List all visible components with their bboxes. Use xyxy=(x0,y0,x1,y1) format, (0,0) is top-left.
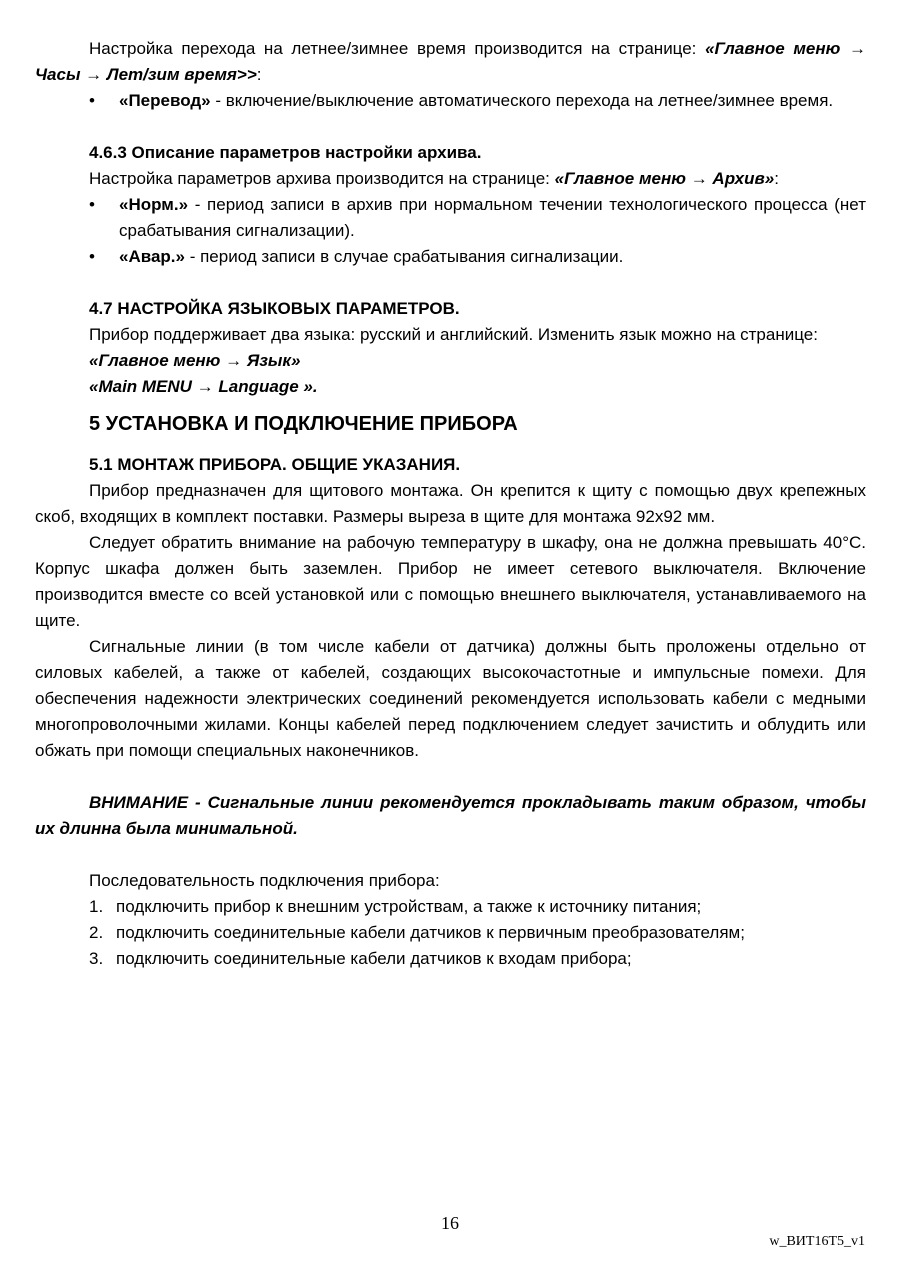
bullet-text: - включение/выключение автоматического перехода на летнее/зимнее время. xyxy=(210,91,834,110)
language-paragraph: Прибор поддерживает два языка: русский и английский. Изменить язык можно на странице: xyxy=(89,325,818,344)
archive-setting-paragraph xyxy=(35,166,866,192)
mounting-paragraph-2: Следует обратить внимание на рабочую температуру в шкафу, она не должна превышать 40°С. Корпус шкафа должен быть заземлен. Прибор не имеет сетевого выключателя. Включение производится вместе со всей установкой или с помощью внешнего выключателя, устанавливаемого на щите. xyxy=(35,533,866,630)
warning-paragraph: ВНИМАНИЕ - Сигнальные линии рекомендуется прокладывать таким образом, чтобы их длинна была минимальной. xyxy=(35,793,866,838)
section-heading-4-6-3: 4.6.3 Описание параметров настройки архива. xyxy=(89,143,482,162)
menu-path-ru: «Главное меню → Язык» xyxy=(89,351,301,370)
menu-path-en: «Main MENU → Language ». xyxy=(89,377,318,396)
section-heading-5: 5 УСТАНОВКА И ПОДКЛЮЧЕНИЕ ПРИБОРА xyxy=(89,413,518,435)
menu-path: «Главное меню → Часы → Лет/зим время>> xyxy=(35,39,866,84)
section-heading-4-7: 4.7 НАСТРОЙКА ЯЗЫКОВЫХ ПАРАМЕТРОВ. xyxy=(89,299,460,318)
bullet-item-avar xyxy=(35,244,866,270)
sequence-title: Последовательность подключения прибора: xyxy=(89,871,440,890)
menu-path: «Главное меню → Архив» xyxy=(554,169,775,188)
bullet-term: «Авар.» xyxy=(119,247,185,266)
bullet-item-norm xyxy=(35,192,866,244)
bullet-text: - период записи в архив при нормальном течении технологического процесса (нет срабатывания сигнализации). xyxy=(119,195,866,240)
page-number: 16 xyxy=(441,1213,459,1233)
bullet-icon: • xyxy=(89,247,95,266)
punctuation: : xyxy=(774,169,779,188)
bullet-icon: • xyxy=(89,91,95,110)
sequence-item-number: 1. xyxy=(89,897,104,916)
sequence-item-text: подключить прибор к внешним устройствам, а также к источнику питания; xyxy=(116,897,702,916)
section-heading-5-1: 5.1 МОНТАЖ ПРИБОРА. ОБЩИЕ УКАЗАНИЯ. xyxy=(89,455,461,474)
mounting-paragraph-3: Сигнальные линии (в том числе кабели от датчика) должны быть проложены отдельно от силовых кабелей, а также от кабелей, создающих высокочастотные и импульсные помехи. Для обеспечения надежности электрических соединений рекомендуется использовать кабели с медными многопроволочными жилами. Концы кабелей перед подключением следует зачистить и облудить или обжать при помощи специальных наконечников. xyxy=(35,637,866,760)
document-id: w_ВИТ16Т5_v1 xyxy=(769,1234,865,1249)
sequence-item xyxy=(35,920,866,946)
sequence-item xyxy=(35,946,866,972)
sequence-item-number: 2. xyxy=(89,923,104,942)
sequence-item-number: 3. xyxy=(89,949,104,968)
bullet-icon: • xyxy=(89,195,95,214)
sequence-item-text: подключить соединительные кабели датчиков к входам прибора; xyxy=(116,949,632,968)
paragraph-text: Настройка параметров архива производится на странице: xyxy=(89,169,555,188)
sequence-item-text: подключить соединительные кабели датчиков к первичным преобразователям; xyxy=(116,923,745,942)
bullet-item-perevod xyxy=(35,88,866,114)
bullet-term: «Норм.» xyxy=(119,195,189,214)
sequence-item xyxy=(35,894,866,920)
sequence-list xyxy=(35,894,866,972)
bullet-text: - период записи в случае срабатывания сигнализации. xyxy=(184,247,624,266)
paragraph-text: Настройка перехода на летнее/зимнее время производится на странице: xyxy=(89,39,706,58)
bullet-term: «Перевод» xyxy=(119,91,211,110)
mounting-paragraph-1: Прибор предназначен для щитового монтажа. Он крепится к щиту с помощью двух крепежных скоб, входящих в комплект поставки. Размеры выреза в щите для монтажа 92х92 мм. xyxy=(35,481,866,526)
document-page xyxy=(35,36,866,972)
punctuation: : xyxy=(256,65,262,84)
dst-setting-paragraph xyxy=(35,36,866,88)
